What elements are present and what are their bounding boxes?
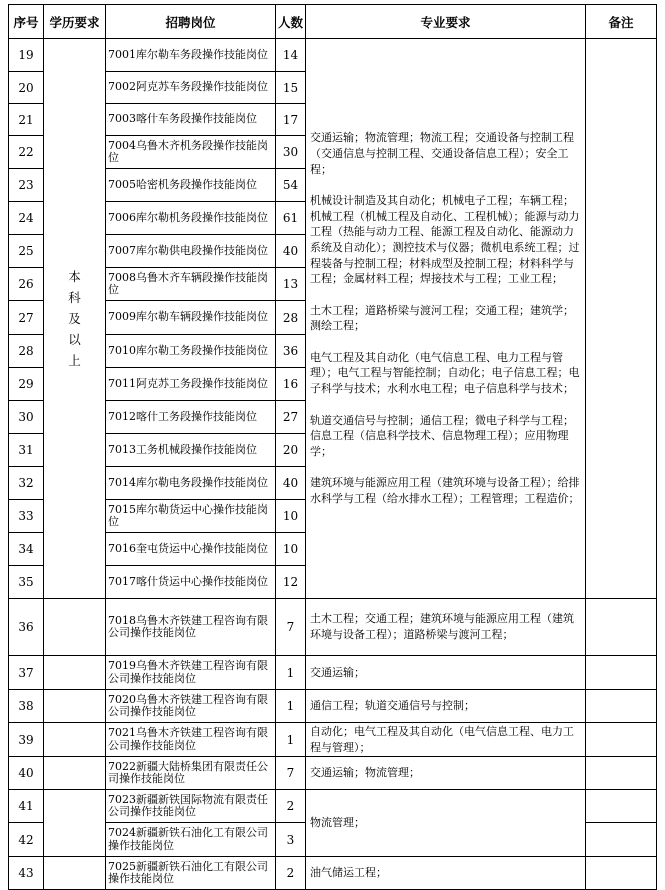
position-cell: 7008乌鲁木齐车辆段操作技能岗位 [106,268,276,301]
position-cell: 7002阿克苏车务段操作技能岗位 [106,72,276,104]
count-cell: 1 [276,690,306,723]
position-cell: 7019乌鲁木齐铁建工程咨询有限公司操作技能岗位 [106,656,276,690]
position-cell: 7022新疆大陆桥集团有限责任公司操作技能岗位 [106,757,276,790]
header-education: 学历要求 [44,5,106,39]
position-cell: 7014库尔勒电务段操作技能岗位 [106,467,276,500]
major-cell: 交通运输；物流管理； [306,757,586,790]
education-cell-empty [44,790,106,857]
seq-cell: 26 [9,268,44,301]
position-cell: 7011阿克苏工务段操作技能岗位 [106,368,276,401]
count-cell: 17 [276,104,306,136]
seq-cell: 31 [9,434,44,467]
major-cell-main [306,39,586,599]
seq-cell: 34 [9,533,44,566]
remark-cell [586,599,657,656]
table-row [9,690,657,723]
count-cell: 16 [276,368,306,401]
count-cell: 40 [276,235,306,268]
count-cell: 7 [276,757,306,790]
position-cell: 7025新疆新铁石油化工有限公司操作技能岗位 [106,857,276,890]
table-row [9,757,657,790]
position-cell: 7013工务机械段操作技能岗位 [106,434,276,467]
seq-cell: 41 [9,790,44,823]
major-cell: 土木工程；交通工程；建筑环境与能源应用工程（建筑环境与设备工程）；道路桥梁与渡河工程； [306,599,586,656]
header-remark: 备注 [586,5,657,39]
seq-cell: 19 [9,39,44,72]
table-row [9,857,657,890]
seq-cell: 42 [9,823,44,857]
major-cell: 物流管理； [306,790,586,857]
seq-cell: 43 [9,857,44,890]
education-cell-empty [44,690,106,723]
seq-cell: 39 [9,723,44,757]
count-cell: 12 [276,566,306,599]
education-cell-empty [44,757,106,790]
major-cell: 通信工程；轨道交通信号与控制； [306,690,586,723]
count-cell: 61 [276,202,306,235]
remark-cell [586,823,657,857]
education-value: 本科及以上 [68,269,81,368]
position-cell: 7006库尔勒机务段操作技能岗位 [106,202,276,235]
position-cell: 7010库尔勒工务段操作技能岗位 [106,335,276,368]
count-cell: 7 [276,599,306,656]
position-cell: 7016奎屯货运中心操作技能岗位 [106,533,276,566]
count-cell: 2 [276,857,306,890]
seq-cell: 25 [9,235,44,268]
seq-cell: 33 [9,500,44,533]
count-cell: 20 [276,434,306,467]
education-cell-empty [44,656,106,690]
seq-cell: 40 [9,757,44,790]
seq-cell: 20 [9,72,44,104]
position-cell: 7012喀什工务段操作技能岗位 [106,401,276,434]
count-cell: 27 [276,401,306,434]
education-cell [44,39,106,599]
table-row [9,39,657,72]
position-cell: 7005哈密机务段操作技能岗位 [106,169,276,202]
major-text: 交通运输；物流管理；物流工程；交通设备与控制工程（交通信息与控制工程、交通设备信息工程）；安全工程； [310,131,574,176]
remark-cell [586,723,657,757]
remark-cell [586,757,657,790]
position-cell: 7004乌鲁木齐机务段操作技能岗位 [106,136,276,169]
seq-cell: 37 [9,656,44,690]
seq-cell: 28 [9,335,44,368]
table-row [9,599,657,656]
education-cell-empty [44,723,106,757]
header-count: 人数 [276,5,306,39]
seq-cell: 27 [9,301,44,335]
count-cell: 40 [276,467,306,500]
seq-cell: 29 [9,368,44,401]
major-text: 轨道交通信号与控制；通信工程；微电子科学与工程；信息工程（信息科学技术、信息物理工程）；应用物理学； [310,413,574,458]
count-cell: 54 [276,169,306,202]
seq-cell: 21 [9,104,44,136]
major-cell: 油气储运工程； [306,857,586,890]
seq-cell: 36 [9,599,44,656]
seq-cell: 24 [9,202,44,235]
count-cell: 1 [276,656,306,690]
recruitment-table-wrapper [8,4,657,890]
table-row [9,723,657,757]
major-text: 建筑环境与能源应用工程（建筑环境与设备工程）；给排水科学与工程（给水排水工程）；工程管理；工程造价； [310,476,580,506]
education-cell-empty [44,857,106,890]
remark-cell [586,39,657,599]
table-row [9,656,657,690]
seq-cell: 35 [9,566,44,599]
count-cell: 2 [276,790,306,823]
position-cell: 7015库尔勒货运中心操作技能岗位 [106,500,276,533]
position-cell: 7001库尔勒车务段操作技能岗位 [106,39,276,72]
position-cell: 7017喀什货运中心操作技能岗位 [106,566,276,599]
position-cell: 7003喀什车务段操作技能岗位 [106,104,276,136]
count-cell: 28 [276,301,306,335]
count-cell: 13 [276,268,306,301]
recruitment-table [8,4,657,890]
position-cell: 7023新疆新铁国际物流有限责任公司操作技能岗位 [106,790,276,823]
major-text: 电气工程及其自动化（电气信息工程、电力工程与管理）；电气工程与智能控制；自动化；电子信息工程；电子科学与技术；水利水电工程；电子信息科学与技术； [310,350,580,396]
major-text: 机械设计制造及其自动化；机械电子工程；车辆工程；机械工程（机械工程及自动化、工程机械）；能源与动力工程（热能与动力工程、能源工程及自动化、能源动力系统及自动化）；测控技术与仪器；微机电系统工程；过程装备与控制工程；材料成型及控制工程；材料科学与工程；金属材料工程；焊接技术与工程；工业工程； [310,194,580,286]
seq-cell: 38 [9,690,44,723]
position-cell: 7018乌鲁木齐铁建工程咨询有限公司操作技能岗位 [106,599,276,656]
count-cell: 3 [276,823,306,857]
count-cell: 36 [276,335,306,368]
position-cell: 7020乌鲁木齐铁建工程咨询有限公司操作技能岗位 [106,690,276,723]
remark-cell [586,656,657,690]
count-cell: 1 [276,723,306,757]
count-cell: 30 [276,136,306,169]
count-cell: 15 [276,72,306,104]
major-text: 土木工程；道路桥梁与渡河工程；交通工程；建筑学；测绘工程； [310,303,574,333]
position-cell: 7007库尔勒供电段操作技能岗位 [106,235,276,268]
seq-cell: 22 [9,136,44,169]
remark-cell [586,690,657,723]
header-seq: 序号 [9,5,44,39]
seq-cell: 23 [9,169,44,202]
count-cell: 10 [276,500,306,533]
education-cell-empty [44,599,106,656]
header-position: 招聘岗位 [106,5,276,39]
seq-cell: 30 [9,401,44,434]
remark-cell [586,857,657,890]
position-cell: 7021乌鲁木齐铁建工程咨询有限公司操作技能岗位 [106,723,276,757]
major-cell: 交通运输； [306,656,586,690]
major-cell: 自动化；电气工程及其自动化（电气信息工程、电力工程与管理）； [306,723,586,757]
header-row [9,5,657,39]
position-cell: 7009库尔勒车辆段操作技能岗位 [106,301,276,335]
remark-cell [586,790,657,823]
count-cell: 14 [276,39,306,72]
table-row [9,790,657,823]
position-cell: 7024新疆新铁石油化工有限公司操作技能岗位 [106,823,276,857]
header-major: 专业要求 [306,5,586,39]
count-cell: 10 [276,533,306,566]
seq-cell: 32 [9,467,44,500]
